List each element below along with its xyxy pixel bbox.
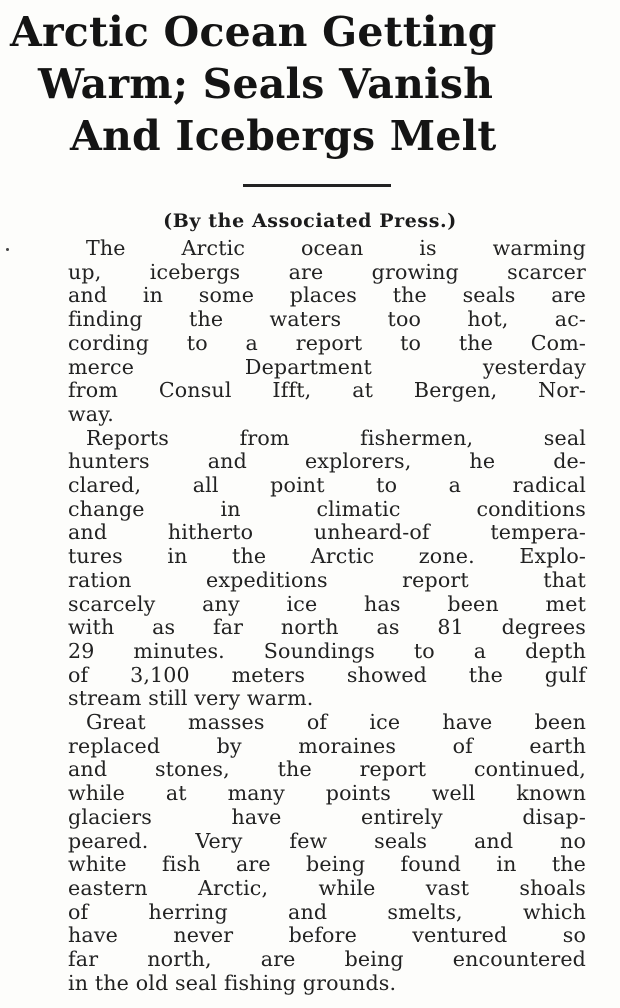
text-line: Great masses of ice have been bbox=[86, 710, 586, 735]
headline-divider bbox=[243, 184, 391, 187]
text-line: white fish are being found in the bbox=[68, 852, 586, 877]
text-line: and hitherto unheard-of tempera- bbox=[68, 520, 586, 545]
text-line: tures in the Arctic zone. Explo- bbox=[68, 544, 586, 569]
paragraph bbox=[68, 237, 586, 427]
text-line: of 3,100 meters showed the gulf bbox=[68, 662, 586, 687]
text-line: with as far north as 81 degrees bbox=[68, 615, 586, 640]
byline: (By the Associated Press.) bbox=[163, 210, 457, 232]
text-line: merce Department yesterday bbox=[68, 354, 586, 379]
text-line: replaced by moraines of earth bbox=[68, 733, 586, 758]
text-line: up, icebergs are growing scarcer bbox=[68, 259, 586, 284]
text-line: from Consul Ifft, at Bergen, Nor- bbox=[68, 378, 586, 403]
text-line: The Arctic ocean is warming bbox=[86, 236, 586, 260]
print-speck bbox=[6, 248, 9, 251]
paragraph bbox=[68, 427, 586, 711]
text-line: far north, are being encountered bbox=[68, 947, 586, 972]
text-line: eastern Arctic, while vast shoals bbox=[68, 875, 586, 900]
article-body bbox=[68, 237, 586, 996]
text-line: 29 minutes. Soundings to a depth bbox=[68, 638, 586, 663]
text-line: change in climatic conditions bbox=[68, 496, 586, 521]
text-line: while at many points well known bbox=[68, 781, 586, 806]
text-line: finding the waters too hot, ac- bbox=[68, 307, 586, 332]
headline-line: Arctic Ocean Getting bbox=[10, 8, 497, 56]
text-line: ration expeditions report that bbox=[68, 567, 586, 592]
text-line: scarcely any ice has been met bbox=[68, 591, 586, 616]
text-line: way. bbox=[68, 401, 114, 426]
text-line: clared, all point to a radical bbox=[68, 473, 586, 498]
text-line: peared. Very few seals and no bbox=[68, 828, 586, 853]
text-line: cording to a report to the Com- bbox=[68, 330, 586, 355]
headline-line: Warm; Seals Vanish bbox=[38, 60, 494, 108]
text-line: glaciers have entirely disap- bbox=[68, 804, 586, 829]
text-line: Reports from fishermen, seal bbox=[86, 425, 586, 450]
text-line: hunters and explorers, he de- bbox=[68, 449, 586, 474]
text-line: and stones, the report continued, bbox=[68, 757, 586, 782]
text-line: have never before ventured so bbox=[68, 923, 586, 948]
paragraph bbox=[68, 711, 586, 995]
text-line: stream still very warm. bbox=[68, 686, 314, 711]
text-line: and in some places the seals are bbox=[68, 283, 586, 308]
headline bbox=[6, 6, 614, 162]
headline-line: And Icebergs Melt bbox=[70, 112, 497, 160]
text-line: of herring and smelts, which bbox=[68, 899, 586, 924]
text-line: in the old seal fishing grounds. bbox=[68, 970, 397, 995]
